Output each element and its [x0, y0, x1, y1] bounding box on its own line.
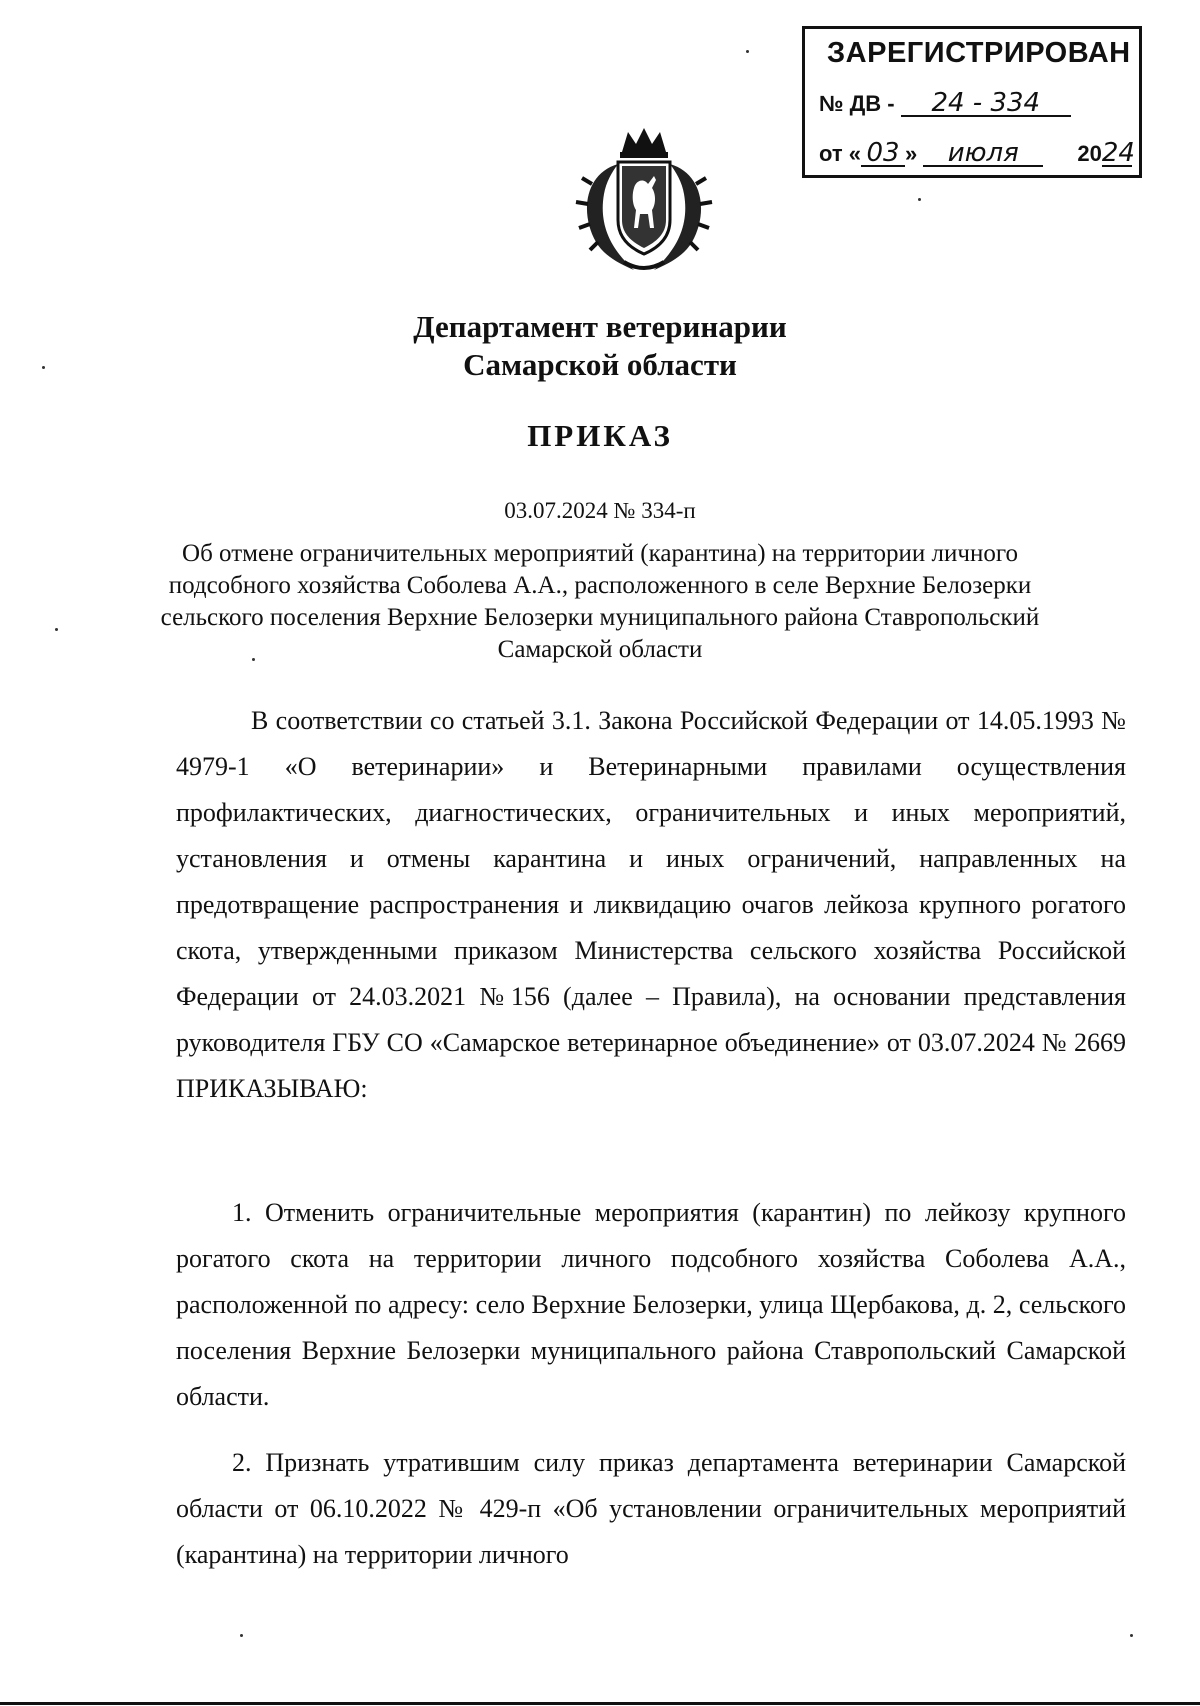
body-paragraph-2: 1. Отменить ограничительные мероприятия (карантин) по лейкозу крупного рогатого скота на территории личного подсобного хозяйства Соболева А.А., расположенной по адресу: село Верхние Белозерки, улица Щербакова, д. 2, сельского поселения Верхние Белозерки муниципального района Ставропольский Самарской области.: [176, 1198, 1126, 1411]
stamp-date-sep: »: [905, 141, 918, 166]
coat-of-arms-icon: [574, 124, 714, 276]
scan-speck: [42, 366, 45, 369]
scan-speck: [1130, 1634, 1133, 1637]
scan-speck: [55, 628, 58, 631]
stamp-title: ЗАРЕГИСТРИРОВАН: [827, 37, 1131, 69]
stamp-month: июля: [923, 141, 1043, 167]
stamp-number: 24 - 334: [901, 91, 1071, 117]
stamp-year-suffix: 24: [1101, 138, 1135, 168]
stamp-date-prefix: от «: [819, 141, 862, 166]
page-bottom-edge: [0, 1702, 1200, 1705]
department-line-2: Самарской области: [463, 347, 737, 382]
scan-speck: [252, 658, 255, 661]
body-paragraph-1: В соответствии со статьей 3.1. Закона Российской Федерации от 14.05.1993 № 4979-1 «О ветеринарии» и Ветеринарными правилами осуществления профилактических, диагностических, ограничительных и иных мероприятий, установления и отмены карантина и иных ограничений, направленных на предотвращение распространения и ликвидацию очагов лейкоза крупного рогатого скота, утвержденными приказом Министерства сельского хозяйства Российской Федерации от 24.03.2021 №156 (далее – Правила), на основании представления руководителя ГБУ СО «Самарское ветеринарное объединение» от 03.07.2024 № 2669 ПРИКАЗЫВАЮ:: [176, 706, 1126, 1103]
stamp-day: 03: [861, 141, 905, 167]
stamp-number-row: [819, 88, 1071, 118]
document-number: 03.07.2024 № 334-п: [504, 498, 696, 523]
stamp-number-prefix: № ДВ -: [819, 91, 895, 116]
department-name: [150, 308, 1050, 384]
scan-speck: [918, 198, 921, 201]
department-line-1: Департамент ветеринарии: [413, 309, 787, 344]
body-paragraph-3: 2. Признать утратившим силу приказ департамента ветеринарии Самарской области от 06.10.2022 № 429-п «Об установлении ограничительных мероприятий (карантина) на территории личного: [176, 1448, 1126, 1569]
document-subject: Об отмене ограничительных мероприятий (карантина) на территории личного подсобного хозяйства Соболева А.А., расположенного в селе Верхние Белозерки сельского поселения Верхние Белозерки муниципального района Ставропольский Самарской области: [160, 540, 1040, 663]
document-type: ПРИКАЗ: [527, 418, 673, 453]
scan-speck: [240, 1634, 243, 1637]
stamp-year-prefix: 20: [1077, 141, 1102, 166]
stamp-date-row: [819, 138, 1135, 168]
registration-stamp: [802, 26, 1142, 178]
scan-speck: [746, 50, 749, 53]
